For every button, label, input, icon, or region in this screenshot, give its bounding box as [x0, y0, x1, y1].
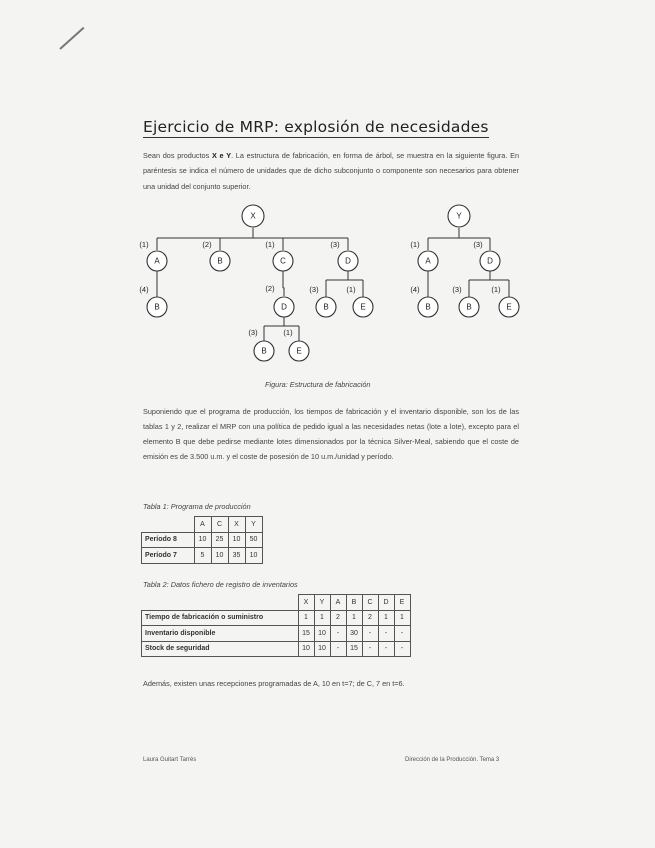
- svg-text:B: B: [323, 302, 329, 312]
- table-cell: 1: [378, 610, 394, 626]
- scheduled-receipts-note: Además, existen unas recepciones programadas de A, 10 en t=7; de C, 7 en t=6.: [143, 679, 405, 688]
- table-cell: 10: [314, 641, 330, 657]
- svg-text:D: D: [487, 256, 493, 266]
- svg-text:E: E: [360, 302, 366, 312]
- qty-y-a-b: (4): [410, 285, 420, 294]
- node-y-d-e: [499, 297, 519, 317]
- column-header: E: [394, 595, 410, 611]
- intro-text-start: Sean dos productos: [143, 151, 212, 160]
- column-header: D: [378, 595, 394, 611]
- table-cell: -: [394, 626, 410, 642]
- table-row: [142, 641, 411, 657]
- row-label: Stock de seguridad: [142, 641, 299, 657]
- svg-text:Y: Y: [456, 211, 462, 221]
- node-y-a: [418, 251, 438, 271]
- node-x-c-d: [274, 297, 294, 317]
- qty-x-d: (3): [330, 240, 340, 249]
- node-y-a-b: [418, 297, 438, 317]
- table-cell: 1: [314, 610, 330, 626]
- table-cell: -: [330, 641, 346, 657]
- product-x-label: X: [211, 151, 217, 160]
- node-x-d-b: [316, 297, 336, 317]
- svg-text:A: A: [154, 256, 160, 266]
- table1-caption: Tabla 1: Programa de producción: [143, 502, 251, 511]
- table-cell: 30: [346, 626, 362, 642]
- node-y-root: [448, 205, 470, 227]
- table-row: [142, 626, 411, 642]
- qty-x-b: (2): [202, 240, 212, 249]
- column-header: C: [211, 517, 228, 533]
- column-header: C: [362, 595, 378, 611]
- row-label: Período 8: [142, 532, 195, 548]
- node-x-d: [338, 251, 358, 271]
- table-cell: -: [378, 641, 394, 657]
- qty-x-d-e: (1): [346, 285, 356, 294]
- table-cell: -: [378, 626, 394, 642]
- table-cell: 2: [362, 610, 378, 626]
- svg-text:D: D: [345, 256, 351, 266]
- row-label: Período 7: [142, 548, 195, 564]
- svg-text:C: C: [280, 256, 286, 266]
- problem-statement: Suponiendo que el programa de producción, los tiempos de fabricación y el inventario disponible, son los de las tablas 1 y 2, realizar el MRP con una política de pedido igual a las necesidades netas (lote a lote), excepto para el elemento B que debe pedirse mediante lotes dimensionados por la técnica Silver-Meal, sabiendo que el coste de emisión es de 3.500 u.m. y el coste de posesión de 10 u.m./unidad y período.: [143, 407, 519, 461]
- qty-y-d-b: (3): [452, 285, 462, 294]
- table-cell: 15: [298, 626, 314, 642]
- node-x-c-d-e: [289, 341, 309, 361]
- svg-text:B: B: [217, 256, 223, 266]
- table-cell: -: [362, 626, 378, 642]
- table-cell: 5: [194, 548, 211, 564]
- table-cell: 10: [211, 548, 228, 564]
- node-y-d: [480, 251, 500, 271]
- table-cell: 10: [245, 548, 262, 564]
- column-header: X: [228, 517, 245, 533]
- table-cell: 10: [194, 532, 211, 548]
- table-row: [142, 548, 263, 564]
- column-header: A: [194, 517, 211, 533]
- svg-text:B: B: [261, 346, 267, 356]
- column-header: Y: [314, 595, 330, 611]
- svg-text:X: X: [250, 211, 256, 221]
- qty-x-c: (1): [265, 240, 275, 249]
- table-cell: 15: [346, 641, 362, 657]
- svg-text:B: B: [425, 302, 431, 312]
- column-header: X: [298, 595, 314, 611]
- table-row: [142, 610, 411, 626]
- table-corner: [142, 517, 195, 533]
- svg-text:B: B: [466, 302, 472, 312]
- inventory-records-table: [141, 594, 411, 657]
- svg-text:B: B: [154, 302, 160, 312]
- qty-x-c-d-b: (3): [248, 328, 258, 337]
- table-corner: [142, 595, 299, 611]
- node-x-a: [147, 251, 167, 271]
- svg-text:E: E: [296, 346, 302, 356]
- node-x-c: [273, 251, 293, 271]
- column-header: Y: [245, 517, 262, 533]
- table-cell: 35: [228, 548, 245, 564]
- qty-x-c-d: (2): [265, 284, 275, 293]
- table-cell: 50: [245, 532, 262, 548]
- qty-y-d: (3): [473, 240, 483, 249]
- product-y-label: Y: [226, 151, 232, 160]
- table-cell: 10: [298, 641, 314, 657]
- table-header-row: [142, 595, 411, 611]
- table-cell: 25: [211, 532, 228, 548]
- qty-x-a-b: (4): [139, 285, 149, 294]
- table-cell: -: [362, 641, 378, 657]
- column-header: A: [330, 595, 346, 611]
- qty-x-d-b: (3): [309, 285, 319, 294]
- svg-text:E: E: [506, 302, 512, 312]
- table-cell: 1: [298, 610, 314, 626]
- footer-author: Laura Guitart Tarrés: [143, 757, 197, 763]
- svg-text:A: A: [425, 256, 431, 266]
- production-schedule-table: [141, 516, 263, 564]
- table2-caption: Tabla 2: Datos fichero de registro de inventarios: [143, 580, 298, 589]
- table-cell: 2: [330, 610, 346, 626]
- node-x-d-e: [353, 297, 373, 317]
- intro-conjunction: e: [216, 151, 227, 160]
- node-y-d-b: [459, 297, 479, 317]
- qty-y-a: (1): [410, 240, 420, 249]
- figure-caption: Figura: Estructura de fabricación: [265, 380, 371, 389]
- row-label: Tiempo de fabricación o suministro: [142, 610, 299, 626]
- table-cell: -: [330, 626, 346, 642]
- table-row: [142, 532, 263, 548]
- table-cell: 10: [228, 532, 245, 548]
- table-header-row: [142, 517, 263, 533]
- intro-text-end: . La estructura de fabricación, en forma de árbol, se muestra en la siguiente figura. En paréntesis se indica el número de unidades que de dicho subconjunto o componente son necesarios para obtener una unidad del conjunto superior.: [143, 151, 520, 191]
- svg-text:D: D: [281, 302, 287, 312]
- qty-x-a: (1): [139, 240, 149, 249]
- node-x-a-b: [147, 297, 167, 317]
- node-x-c-d-b: [254, 341, 274, 361]
- page-title: Ejercicio de MRP: explosión de necesidades: [143, 118, 489, 136]
- footer-course: Dirección de la Producción. Tema 3: [405, 757, 500, 763]
- qty-y-d-e: (1): [491, 285, 501, 294]
- table-cell: 1: [394, 610, 410, 626]
- table-cell: 1: [346, 610, 362, 626]
- table-cell: 10: [314, 626, 330, 642]
- column-header: B: [346, 595, 362, 611]
- table-cell: -: [394, 641, 410, 657]
- node-x-root: [242, 205, 264, 227]
- row-label: Inventario disponible: [142, 626, 299, 642]
- node-x-b: [210, 251, 230, 271]
- qty-x-c-d-e: (1): [283, 328, 293, 337]
